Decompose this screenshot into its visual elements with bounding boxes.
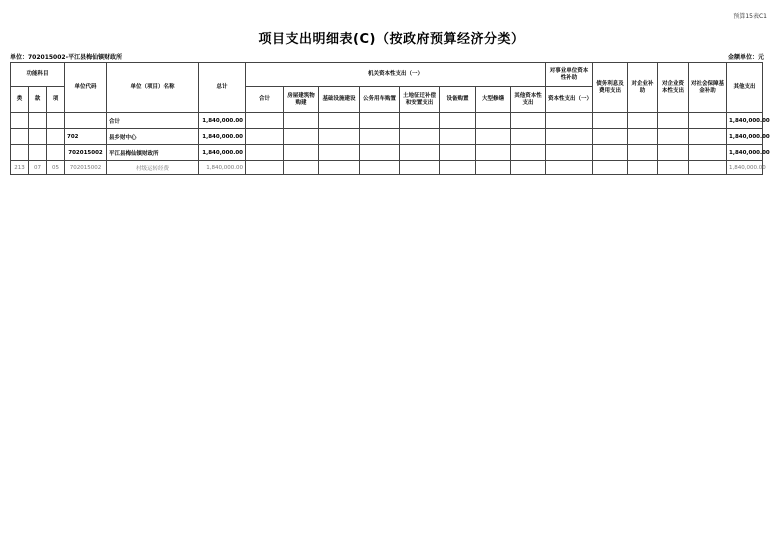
cell-lei	[11, 129, 29, 145]
header-housing: 房屋建筑物购建	[284, 87, 319, 113]
header-enterprise-subsidy: 对企业补助	[628, 63, 658, 113]
header-subsidy-group: 对事业单位资本性补助	[546, 63, 593, 87]
header-lei: 类	[11, 87, 29, 113]
cell-total: 1,840,000.00	[199, 161, 246, 175]
table-row	[11, 129, 763, 145]
cell-other: 1,840,000.00	[727, 129, 763, 145]
header-kuan: 款	[29, 87, 47, 113]
cell-lei	[11, 113, 29, 129]
header-sub-total: 合计	[246, 87, 284, 113]
header-social-security: 对社会保障基金补助	[689, 63, 727, 113]
currency-unit-label: 金额单位：元	[727, 54, 764, 61]
cell-code: 702015002	[65, 161, 107, 175]
expenditure-table	[10, 62, 770, 175]
cell-code: 702015002	[65, 145, 107, 161]
header-repair: 大型修缮	[476, 87, 511, 113]
cell-kuan: 07	[29, 161, 47, 175]
cell-other: 1,840,000.00	[727, 161, 763, 175]
cell-xiang	[47, 145, 65, 161]
header-xiang: 项	[47, 87, 65, 113]
cell-name: 平江县梅仙镇财政所	[107, 145, 199, 161]
cell-xiang: 05	[47, 161, 65, 175]
table-row	[11, 145, 763, 161]
header-capital-one: 资本性支出（一）	[546, 87, 593, 113]
page-title: 项目支出明细表(C)（按政府预算经济分类）	[258, 32, 525, 47]
header-other-capital: 其他资本性支出	[511, 87, 546, 113]
header-dept-code: 单位代码	[65, 63, 107, 113]
table-row	[11, 161, 763, 175]
cell-xiang	[47, 129, 65, 145]
cell-total: 1,840,000.00	[199, 145, 246, 161]
header-other: 其他支出	[727, 63, 763, 113]
cell-xiang	[47, 113, 65, 129]
cell-kuan	[29, 129, 47, 145]
table-row	[11, 113, 763, 129]
header-debt: 债务利息及费用支出	[593, 63, 628, 113]
header-func-subject: 功能科目	[11, 63, 65, 87]
header-infra: 基础设施建设	[319, 87, 360, 113]
cell-kuan	[29, 113, 47, 129]
header-land: 土地征迁补偿和安置支出	[400, 87, 440, 113]
cell-name: 合计	[107, 113, 199, 129]
header-vehicle: 公务用车购置	[360, 87, 400, 113]
header-equipment: 设备购置	[440, 87, 476, 113]
cell-other: 1,840,000.00	[727, 145, 763, 161]
cell-kuan	[29, 145, 47, 161]
cell-total: 1,840,000.00	[199, 113, 246, 129]
cell-code	[65, 113, 107, 129]
cell-name: 村级运转经费	[107, 161, 199, 175]
unit-label: 单位：702015002-平江县梅仙镇财政所	[10, 54, 123, 61]
header-enterprise-capital: 对企业资本性支出	[658, 63, 689, 113]
header-dept-name: 单位（项目）名称	[107, 63, 199, 113]
header-total: 总计	[199, 63, 246, 113]
cell-other: 1,840,000.00	[727, 113, 763, 129]
cell-lei: 213	[11, 161, 29, 175]
cell-name: 县乡财中心	[107, 129, 199, 145]
cell-lei	[11, 145, 29, 161]
header-jiguan-capital: 机关资本性支出（一）	[246, 63, 546, 87]
cell-total: 1,840,000.00	[199, 129, 246, 145]
form-code: 预算15表C1	[733, 13, 767, 20]
cell-code: 702	[65, 129, 107, 145]
